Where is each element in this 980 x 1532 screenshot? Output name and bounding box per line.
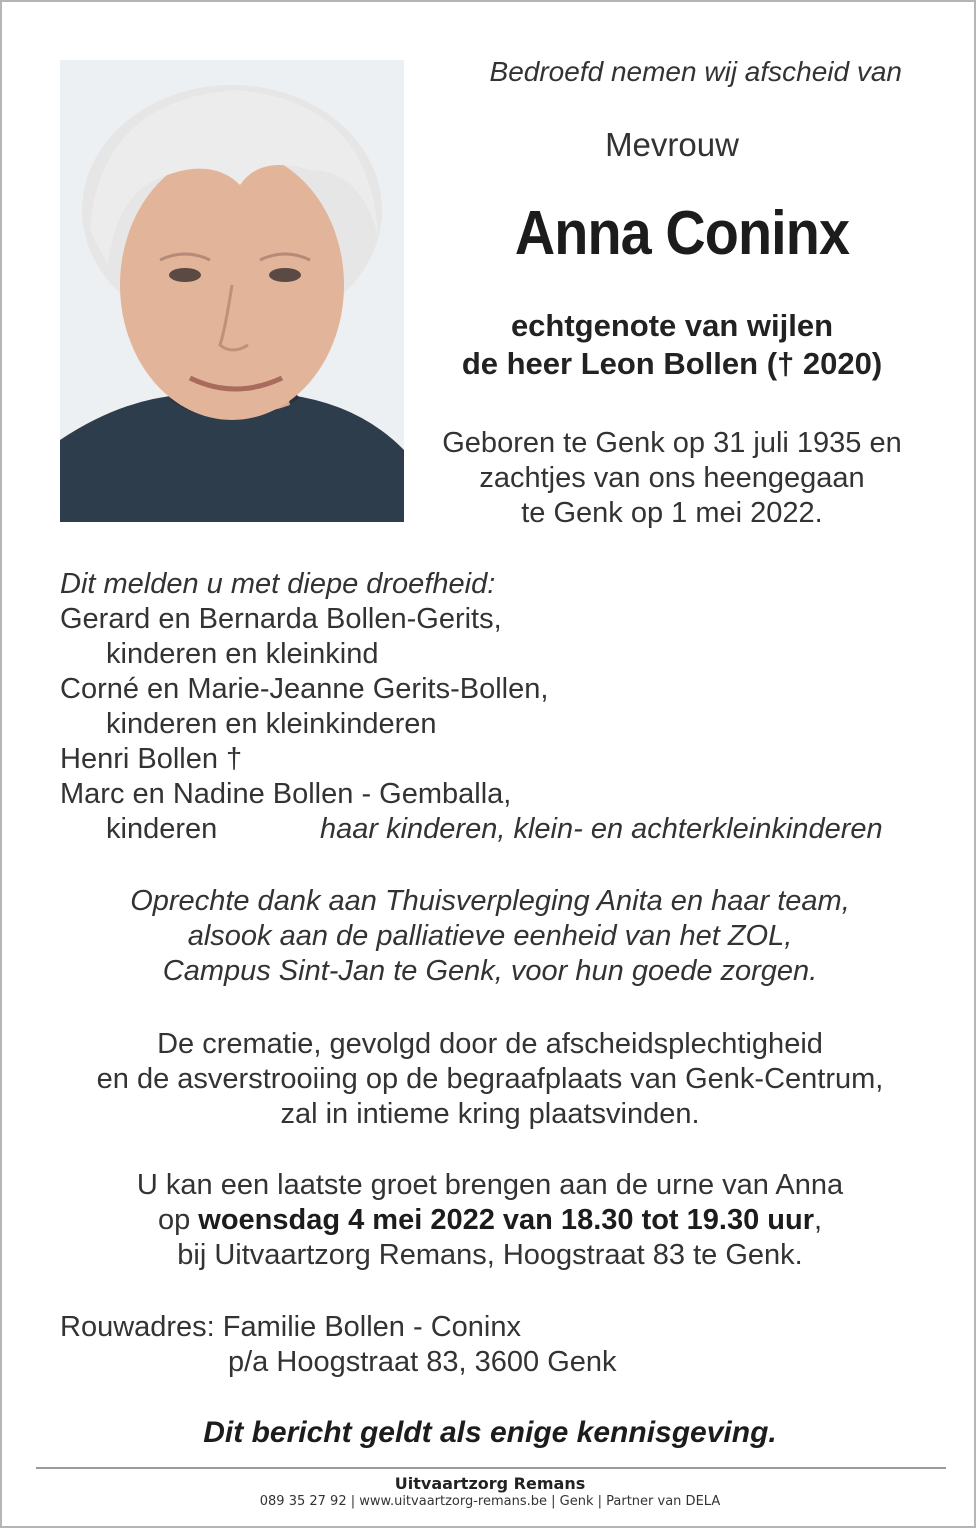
- visitation-datetime: woensdag 4 mei 2022 van 18.30 tot 19.30 uur: [198, 1204, 814, 1236]
- portrait-illustration: [60, 60, 404, 522]
- family-grandchildren: haar kinderen, klein- en achterkleinkinderen: [320, 813, 883, 845]
- family-member: Marc en Nadine Bollen - Gemballa,: [60, 778, 512, 810]
- cremation-line: zal in intieme kring plaatsvinden.: [280, 1098, 700, 1130]
- footer-company: Uitvaartzorg Remans: [394, 1474, 586, 1493]
- portrait-photo: [60, 60, 404, 522]
- cremation-line: De crematie, gevolgd door de afscheidsplechtigheid: [157, 1028, 823, 1060]
- family-last-row: [60, 812, 940, 847]
- thanks-line: Oprechte dank aan Thuisverpleging Anita en haar team,: [130, 885, 850, 917]
- greeting-prefix: op: [157, 1204, 199, 1236]
- spouse-line: de heer Leon Bollen († 2020): [461, 346, 883, 381]
- family-member: Henri Bollen †: [60, 743, 243, 775]
- thanks-line: Campus Sint-Jan te Genk, voor hun goede zorgen.: [162, 955, 818, 987]
- address-line: p/a Hoogstraat 83, 3600 Genk: [228, 1346, 617, 1378]
- birth-line: zachtjes van ons heengegaan: [479, 462, 865, 494]
- greeting-datetime-line: [2, 1203, 978, 1238]
- birth-line: te Genk op 1 mei 2022.: [521, 497, 823, 529]
- notice-text: Dit bericht geldt als enige kennisgeving.: [203, 1416, 777, 1449]
- greeting-line: bij Uitvaartzorg Remans, Hoogstraat 83 te Genk.: [177, 1239, 803, 1271]
- family-relation: kinderen: [106, 813, 218, 845]
- greeting-line: U kan een laatste groet brengen aan de urne van Anna: [136, 1169, 844, 1201]
- birth-line: Geboren te Genk op 31 juli 1935 en: [442, 427, 902, 459]
- deceased-name: Anna Coninx: [514, 199, 850, 268]
- spouse-line: echtgenote van wijlen: [510, 308, 834, 343]
- mourning-address: [60, 1310, 760, 1380]
- birth-death-info: [407, 426, 937, 531]
- family-list: [60, 567, 940, 847]
- salutation: Mevrouw: [605, 126, 739, 163]
- thanks-text: [2, 884, 978, 989]
- greeting-suffix: ,: [814, 1204, 823, 1236]
- family-relation: kinderen en kleinkinderen: [106, 708, 437, 740]
- footer-details: 089 35 27 92 | www.uitvaartzorg-remans.be | Genk | Partner van DELA: [259, 1494, 721, 1509]
- cremation-text: [2, 1027, 978, 1132]
- footer-divider: [36, 1467, 946, 1469]
- family-member: Corné en Marie-Jeanne Gerits-Bollen,: [60, 673, 549, 705]
- address-line: Rouwadres: Familie Bollen - Coninx: [60, 1311, 521, 1343]
- family-relation: kinderen en kleinkind: [106, 638, 379, 670]
- cremation-line: en de asverstrooiing op de begraafplaats van Genk-Centrum,: [96, 1063, 884, 1095]
- greeting-text: [2, 1168, 978, 1273]
- intro-text: Bedroefd nemen wij afscheid van: [489, 56, 902, 87]
- family-member: Gerard en Bernarda Bollen-Gerits,: [60, 603, 502, 635]
- spouse-info: [407, 307, 937, 383]
- thanks-line: alsook aan de palliatieve eenheid van het ZOL,: [187, 920, 793, 952]
- family-lead: Dit melden u met diepe droefheid:: [60, 568, 496, 600]
